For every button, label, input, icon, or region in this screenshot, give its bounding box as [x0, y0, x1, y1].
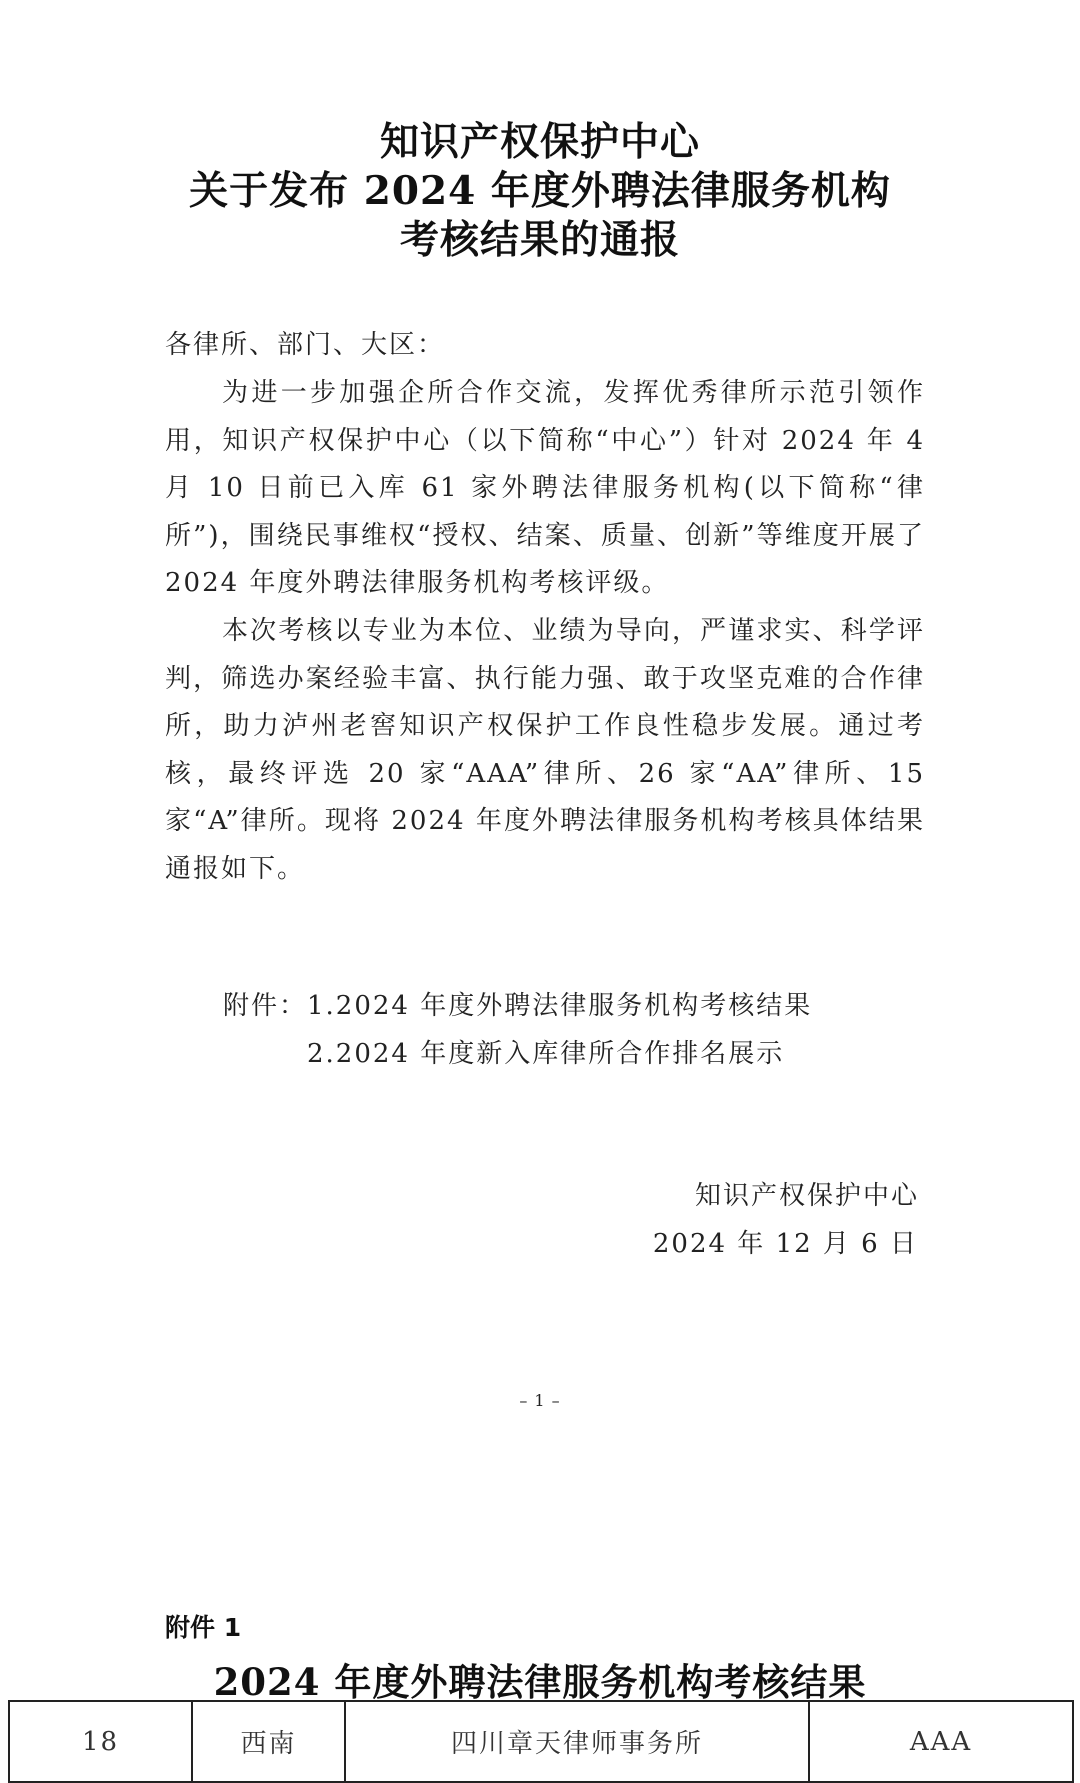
signature-org: 知识产权保护中心 — [694, 1181, 919, 1211]
attachment-item-2: 2.2024 年度新入库律所合作排名展示 — [307, 1039, 785, 1069]
region-cell: 西南 — [192, 1701, 345, 1782]
row-number-cell: 18 — [9, 1701, 192, 1782]
signature-date: 2024 年 12 月 6 日 — [652, 1229, 918, 1259]
rating-cell: AAA — [809, 1701, 1073, 1782]
attachment-1-label: 附件 1 — [165, 1613, 242, 1642]
salutation: 各律所、部门、大区： — [165, 330, 446, 360]
firm-name-cell: 四川章天律师事务所 — [345, 1701, 809, 1782]
title-line-3: 考核结果的通报 — [399, 217, 680, 263]
page-number: – 1 – — [519, 1391, 561, 1410]
attachment-item-1: 附件：1.2024 年度外聘法律服务机构考核结果 — [223, 991, 813, 1021]
document-title — [0, 118, 1080, 265]
title-line-2: 关于发布 2024 年度外聘法律服务机构 — [189, 168, 891, 214]
paragraph-intro: 为进一步加强企所合作交流，发挥优秀律所示范引领作用，知识产权保护中心（以下简称“中心”）针对 2024 年 4 月 10 日前已入库 61 家外聘法律服务机构(以下简称“律所”)，围绕民事维权“授权、结案、质量、创新”等维度开展了 2024 年度外聘法律服务机构考核评级。 — [165, 378, 925, 598]
table-row — [9, 1701, 1073, 1782]
attachment-1-title: 2024 年度外聘法律服务机构考核结果 — [213, 1660, 867, 1704]
paragraph-results: 本次考核以专业为本位、业绩为导向，严谨求实、科学评判，筛选办案经验丰富、执行能力强、敢于攻坚克难的合作律所，助力泸州老窖知识产权保护工作良性稳步发展。通过考核，最终评选 20 家“AAA”律所、26 家“AA”律所、15 家“A”律所。现将 2024 年度外聘法律服务机构考核具体结果通报如下。 — [165, 616, 925, 884]
title-line-1: 知识产权保护中心 — [379, 119, 700, 165]
results-table — [8, 1700, 1074, 1783]
